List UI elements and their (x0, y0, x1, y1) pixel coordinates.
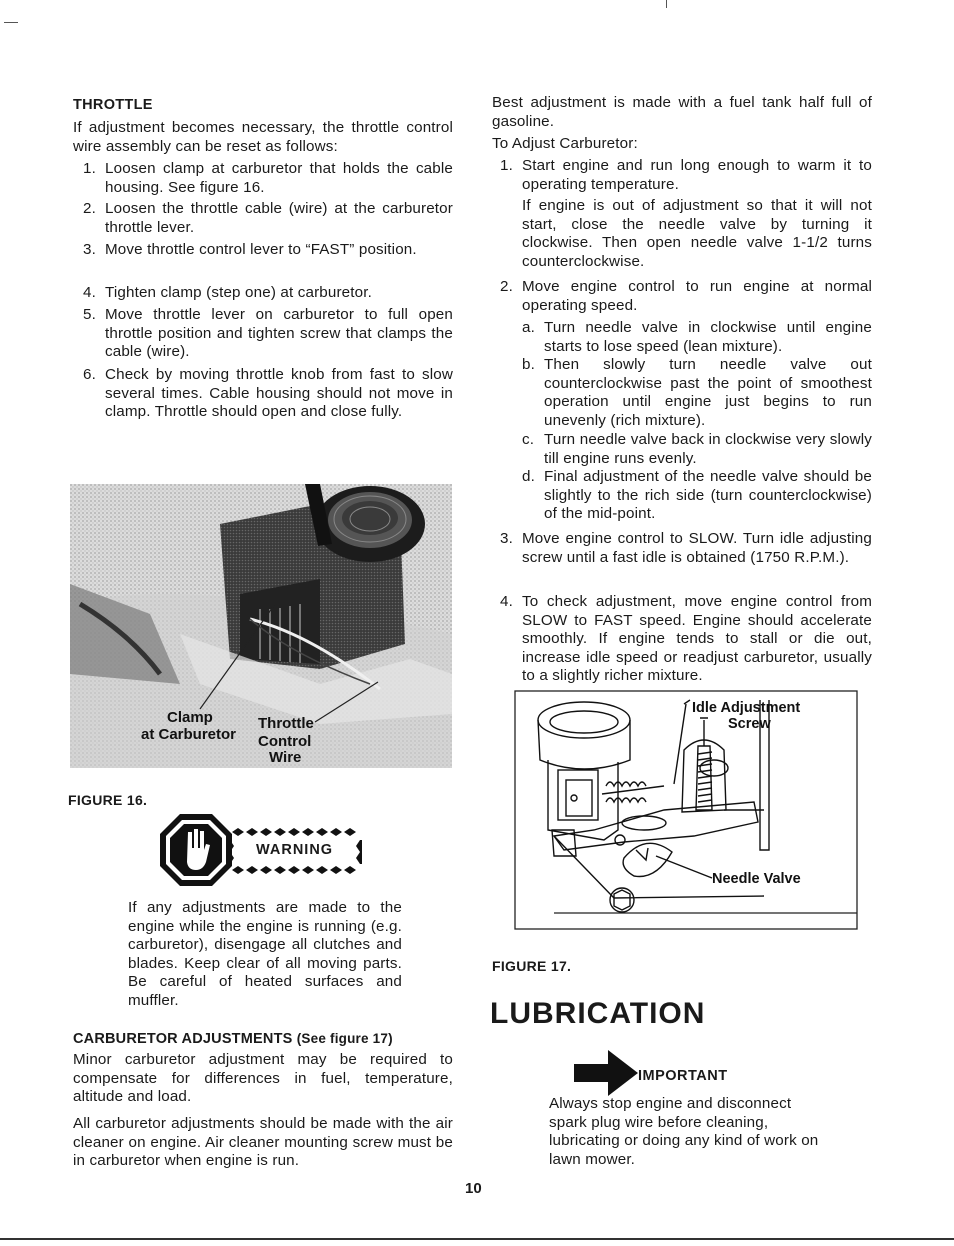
figure-16-photo (70, 484, 452, 768)
carburetor-heading-bold: CARBURETOR ADJUSTMENTS (73, 1031, 293, 1047)
figure-17-drawing (514, 690, 860, 932)
warning-label: WARNING (256, 842, 334, 858)
step-text: Move engine control to SLOW. Turn idle adjusting screw until a fast idle is obtained (1750 R.P.M.). (522, 530, 872, 566)
step-text: Move throttle control lever to “FAST” position. (105, 241, 417, 258)
important-label: IMPORTANT (638, 1068, 728, 1084)
step-number: 1. (83, 160, 96, 177)
lubrication-text: Always stop engine and disconnect spark plug wire before cleaning, lubricating or doing any kind of work on lawn mower. (549, 1095, 819, 1168)
carburetor-heading-paren: (See figure 17) (296, 1031, 393, 1046)
step-number: 2. (500, 278, 513, 295)
throttle-step-3 (83, 241, 453, 260)
step-text: Start engine and run long enough to warm it to operating temperature. (522, 157, 872, 193)
adjust-step-4 (500, 593, 872, 686)
lubrication-title: LUBRICATION (490, 997, 706, 1030)
label-throttle: Throttle (258, 715, 314, 732)
step-text: Loosen the throttle cable (wire) at the carburetor throttle lever. (105, 200, 453, 236)
warning-hand-icon (158, 812, 234, 888)
throttle-intro: If adjustment becomes necessary, the throttle control wire assembly can be reset as follows: (73, 119, 453, 155)
warning-text: If any adjustments are made to the engine while the engine is running (e.g. carburetor), disengage all clutches and blades. Keep clear of all moving parts. Be careful of heated surfaces and muffler. (128, 899, 402, 1009)
step-number: 6. (83, 366, 96, 383)
throttle-heading: THROTTLE (73, 97, 153, 113)
adjust-step-1 (500, 157, 872, 272)
step-number: 4. (83, 284, 96, 301)
throttle-step-1 (83, 160, 453, 197)
step-number: 5. (83, 306, 96, 323)
label-clamp: Clamp (167, 709, 213, 726)
label-needle-valve: Needle Valve (712, 871, 801, 887)
step-text: Tighten clamp (step one) at carburetor. (105, 284, 372, 301)
sub-letter: a. (522, 319, 535, 336)
important-arrow-icon (574, 1050, 638, 1096)
figure-16-caption: FIGURE 16. (68, 792, 148, 808)
step-text: Move throttle lever on carburetor to full open throttle position and tighten screw that clamps the cable (wire). (105, 306, 453, 361)
sub-letter: d. (522, 468, 535, 485)
throttle-step-2 (83, 200, 453, 237)
label-at-carburetor: at Carburetor (141, 726, 237, 743)
step-number: 3. (83, 241, 96, 258)
sub-text: Then slowly turn needle valve out counterclockwise past the point of smoothest operation until engine just begins to run unevenly (rich mixture). (544, 356, 872, 429)
adjust-step-2 (500, 278, 872, 315)
sub-letter: b. (522, 356, 535, 373)
throttle-step-4 (83, 284, 453, 303)
step-text: Loosen clamp at carburetor that holds the cable housing. See figure 16. (105, 160, 453, 196)
label-screw: Screw (728, 716, 771, 732)
step-text: Check by moving throttle knob from fast to slow several times. Cable housing should not move in clamp. Throttle should open and close fully. (105, 366, 453, 421)
adjust-sub-d (522, 468, 872, 524)
adjust-step-3 (500, 530, 872, 567)
step-number: 1. (500, 157, 513, 174)
adjust-sub-b (522, 356, 872, 430)
sub-text: Turn needle valve in clockwise until engine starts to lose speed (lean mixture). (544, 319, 872, 355)
adjust-sub-c (522, 431, 872, 468)
sub-letter: c. (522, 431, 535, 448)
step-number: 2. (83, 200, 96, 217)
adjust-sub-a (522, 319, 872, 356)
scan-mark-top-left (4, 22, 18, 23)
label-idle-adjustment: Idle Adjustment (692, 700, 801, 716)
label-wire: Wire (269, 749, 302, 766)
scan-tick-top (666, 0, 667, 8)
figure-17-caption: FIGURE 17. (492, 958, 572, 974)
carburetor-para-1: Minor carburetor adjustment may be required to compensate for differences in fuel, temperature, altitude and load. (73, 1051, 453, 1106)
step-number: 4. (500, 593, 513, 610)
step-text-continued: If engine is out of adjustment so that it will not start, close the needle valve by turning it clockwise. Then open needle valve 1-1/2 turns counterclockwise. (522, 197, 872, 270)
carburetor-para-2: All carburetor adjustments should be made with the air cleaner on engine. Air cleaner mounting screw must be in carburetor when engine is run. (73, 1115, 453, 1170)
page-number: 10 (465, 1180, 482, 1197)
sub-text: Turn needle valve back in clockwise very slowly till engine runs evenly. (544, 431, 872, 467)
carburetor-heading (73, 1031, 393, 1047)
step-text: To check adjustment, move engine control from SLOW to FAST speed. Engine should accelerate smoothly. If engine tends to stall or die out, increase idle speed or readjust carburetor, usually to a slightly richer mixture. (522, 593, 872, 685)
to-adjust-heading: To Adjust Carburetor: (492, 135, 638, 152)
throttle-step-6 (83, 366, 453, 422)
step-number: 3. (500, 530, 513, 547)
sub-text: Final adjustment of the needle valve should be slightly to the rich side (turn counterclockwise) of the mid-point. (544, 468, 872, 523)
best-adjustment-text: Best adjustment is made with a fuel tank half full of gasoline. (492, 94, 872, 130)
label-control: Control (258, 733, 312, 750)
throttle-step-5 (83, 306, 453, 362)
step-text: Move engine control to run engine at normal operating speed. (522, 278, 872, 314)
scan-line-bottom (0, 1238, 954, 1240)
